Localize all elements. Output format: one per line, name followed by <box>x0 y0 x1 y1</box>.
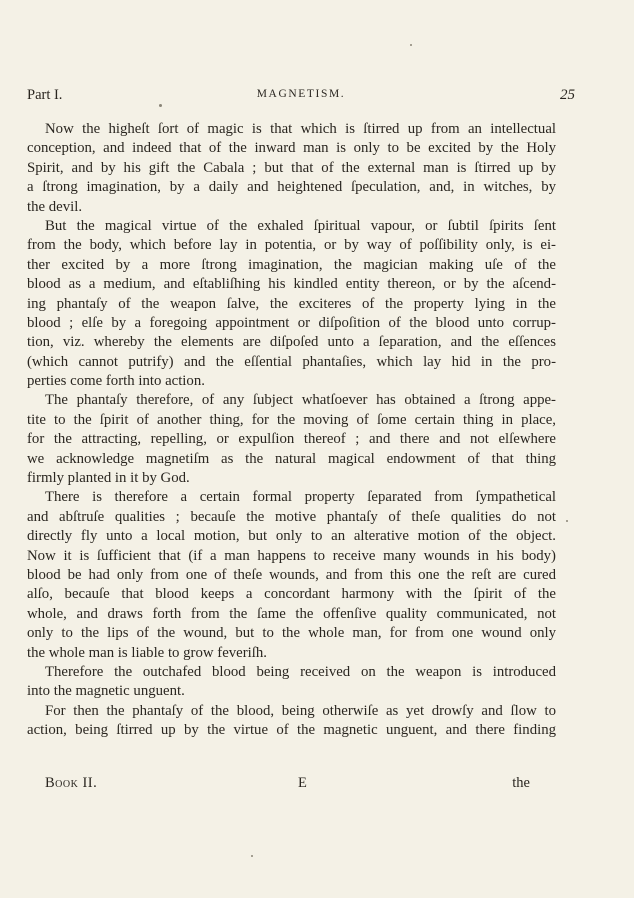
text-line: blood be had only from one of theſe wounds, and from this one the reſt are cured <box>27 566 556 583</box>
text-line: directly fly unto a local motion, but only to an alterative motion of the object. <box>27 528 556 545</box>
text-line: only to the lips of the wound, but to the whole man, for from one wound only <box>27 625 556 642</box>
text-line: blood as a medium, and eſtabliſhing his kindled entity thereon, or by the aſcend- <box>27 276 556 293</box>
text-line: the devil. <box>27 198 83 215</box>
part-label: Part I. <box>27 87 63 103</box>
paper-speck <box>159 104 162 107</box>
paper-speck <box>410 44 412 46</box>
text-line: a ſtrong imagination, by a daily and heightened ſpeculation, and, in witches, by <box>27 179 556 196</box>
text-line: alſo, becauſe that blood keeps a concordant harmony with the ſpirit of the <box>27 586 556 603</box>
catchword: the <box>512 775 530 791</box>
text-line: tion, viz. whereby the elements are diſpoſed unto a ſeparation, and the eſſences <box>27 334 556 351</box>
text-line: Now it is ſufficient that (if a man happens to receive many wounds in his body) <box>27 547 556 564</box>
running-header <box>27 87 575 107</box>
text-line: whole, and draws forth from the ſame the offenſive quality communicated, not <box>27 605 556 622</box>
text-line: For then the phantaſy of the blood, being otherwiſe as yet drowſy and ſlow to <box>45 702 556 719</box>
text-line: action, being ſtirred up by the virtue of the magnetic unguent, and there finding <box>27 722 556 739</box>
text-line: and abſtruſe qualities ; becauſe the motive phantaſy of theſe qualities do not <box>27 508 556 525</box>
running-title: MAGNETISM. <box>256 88 346 100</box>
text-line: firmly planted in it by God. <box>27 470 190 487</box>
paper-speck <box>251 855 253 857</box>
text-line: The phantaſy therefore, of any ſubject whatſoever has obtained a ſtrong appe- <box>45 392 556 409</box>
text-line: perties come forth into action. <box>27 373 205 390</box>
gathering-mark: E <box>298 775 307 791</box>
text-line: But the magical virtue of the exhaled ſpiritual vapour, or ſubtil ſpirits ſent <box>45 217 556 234</box>
text-line: we acknowledge magnetiſm as the natural magical endowment of that thing <box>27 450 556 467</box>
paper-speck <box>566 520 568 522</box>
text-line: blood ; elſe by a foregoing appointment or diſpoſition of the blood unto corrup- <box>27 314 556 331</box>
text-line: into the magnetic unguent. <box>27 683 185 700</box>
signature-mark: Book II. <box>45 775 98 791</box>
text-line: Spirit, and by his gift the Cabala ; but that of the external man is ſtirred up by <box>27 159 556 176</box>
page-footer <box>45 775 530 795</box>
text-line: for the attracting, repelling, or expulſion thereof ; and there and not elſewhere <box>27 431 556 448</box>
page-number: 25 <box>560 87 575 103</box>
text-line: tite to the ſpirit of another thing, for the moving of ſome certain thing in place, <box>27 411 556 428</box>
text-line: the whole man is liable to grow feveriſh. <box>27 644 267 661</box>
text-line: Therefore the outchafed blood being received on the weapon is introduced <box>45 663 556 680</box>
text-line: Now the higheſt ſort of magic is that which is ſtirred up from an intellectual <box>45 121 556 137</box>
text-line: There is therefore a certain formal property ſeparated from ſympathetical <box>45 489 556 506</box>
text-line: ther excited by a more ſtrong imagination, the magician making uſe of the <box>27 256 556 273</box>
body-text <box>27 120 556 741</box>
text-line: ing phantaſy of the weapon ſalve, the exciteres of the property lying in the <box>27 295 556 312</box>
text-line: (which cannot putrify) and the eſſential phantaſies, which lay hid in the pro- <box>27 353 556 370</box>
text-line: from the body, which before lay in potentia, or by way of poſſibility only, is ei- <box>27 237 556 254</box>
text-line: conception, and indeed that of the inward man is only to be excited by the Holy <box>27 140 556 157</box>
